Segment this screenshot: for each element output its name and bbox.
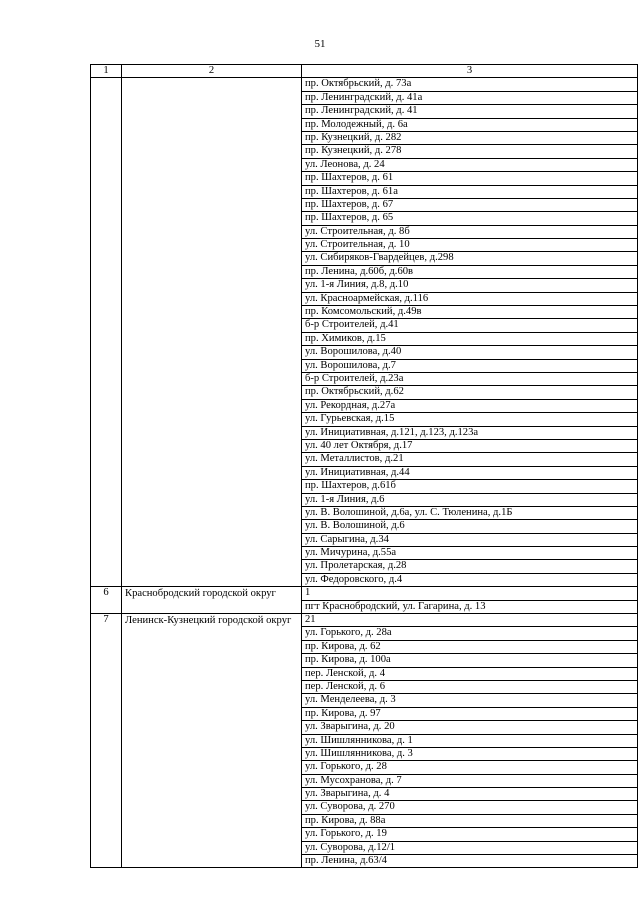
address-cell: ул. Мичурина, д.55а [302, 547, 638, 560]
address-table [90, 64, 638, 868]
address-cell: пр. Комсомольский, д.49в [302, 306, 638, 319]
municipality-name [122, 78, 302, 587]
address-cell: ул. Рекордная, д.27а [302, 399, 638, 412]
address-cell: ул. Инициативная, д.121, д.123, д.123а [302, 426, 638, 439]
address-cell: ул. Горького, д. 28 [302, 761, 638, 774]
address-cell: ул. Строительная, д. 8б [302, 225, 638, 238]
address-cell: 21 [302, 614, 638, 627]
address-cell: ул. В. Волошиной, д.6а, ул. С. Тюленина, д.1Б [302, 506, 638, 519]
address-cell: пр. Химиков, д.15 [302, 332, 638, 345]
address-cell: пр. Октябрьский, д.62 [302, 386, 638, 399]
address-cell: пр. Кирова, д. 62 [302, 640, 638, 653]
page-number: 51 [314, 38, 326, 50]
table-row [91, 587, 638, 600]
address-cell: ул. Строительная, д. 10 [302, 239, 638, 252]
table-row [91, 78, 638, 91]
address-cell: пр. Шахтеров, д. 65 [302, 212, 638, 225]
address-cell: ул. Горького, д. 28а [302, 627, 638, 640]
address-cell: ул. Металлистов, д.21 [302, 453, 638, 466]
address-cell: пр. Шахтеров, д. 61а [302, 185, 638, 198]
address-cell: пр. Ленина, д.63/4 [302, 855, 638, 868]
address-cell: ул. 40 лет Октября, д.17 [302, 439, 638, 452]
address-cell: пр. Кирова, д. 97 [302, 707, 638, 720]
address-cell: ул. Зварыгина, д. 4 [302, 788, 638, 801]
address-cell: пр. Шахтеров, д. 61 [302, 172, 638, 185]
table-row [91, 614, 638, 627]
municipality-name: Ленинск-Кузнецкий городской округ [122, 614, 302, 868]
municipality-name: Краснобродский городской округ [122, 587, 302, 614]
address-cell: пр. Кирова, д. 100а [302, 654, 638, 667]
address-cell: ул. Сарыгина, д.34 [302, 533, 638, 546]
address-cell: ул. 1-я Линия, д.6 [302, 493, 638, 506]
column-header-addresses: 3 [302, 65, 638, 78]
address-cell: ул. Федоровского, д.4 [302, 573, 638, 586]
address-cell: ул. 1-я Линия, д.8, д.10 [302, 279, 638, 292]
address-cell: ул. В. Волошиной, д.6 [302, 520, 638, 533]
column-header-number: 1 [91, 65, 122, 78]
address-cell: ул. Суворова, д.12/1 [302, 841, 638, 854]
address-cell: пгт Краснобродский, ул. Гагарина, д. 13 [302, 600, 638, 613]
address-cell: пр. Ленина, д.60б, д.60в [302, 265, 638, 278]
address-cell: ул. Зварыгина, д. 20 [302, 721, 638, 734]
address-cell: пр. Кузнецкий, д. 282 [302, 131, 638, 144]
address-cell: пр. Кирова, д. 88а [302, 814, 638, 827]
address-cell: пр. Шахтеров, д. 67 [302, 198, 638, 211]
header-row [91, 65, 638, 78]
address-cell: пер. Ленской, д. 4 [302, 667, 638, 680]
address-cell: ул. Гурьевская, д.15 [302, 413, 638, 426]
group-number: 7 [91, 614, 122, 868]
address-cell: б-р Строителей, д.41 [302, 319, 638, 332]
address-cell: ул. Ворошилова, д.7 [302, 359, 638, 372]
address-cell: 1 [302, 587, 638, 600]
address-cell: ул. Красноармейская, д.116 [302, 292, 638, 305]
address-cell: ул. Мусохранова, д. 7 [302, 774, 638, 787]
address-cell: пр. Октябрьский, д. 73а [302, 78, 638, 91]
address-cell: ул. Суворова, д. 270 [302, 801, 638, 814]
address-cell: ул. Инициативная, д.44 [302, 466, 638, 479]
address-cell: ул. Шишлянникова, д. 1 [302, 734, 638, 747]
address-cell: ул. Пролетарская, д.28 [302, 560, 638, 573]
address-cell: ул. Леонова, д. 24 [302, 158, 638, 171]
group-number: 6 [91, 587, 122, 614]
address-cell: пр. Шахтеров, д.61б [302, 480, 638, 493]
address-cell: ул. Менделеева, д. 3 [302, 694, 638, 707]
address-cell: пр. Кузнецкий, д. 278 [302, 145, 638, 158]
address-cell: пр. Ленинградский, д. 41а [302, 91, 638, 104]
address-cell: б-р Строителей, д.23а [302, 372, 638, 385]
address-cell: пер. Ленской, д. 6 [302, 680, 638, 693]
table-body [91, 78, 638, 868]
address-cell: пр. Молодежный, д. 6а [302, 118, 638, 131]
address-cell: ул. Шишлянникова, д. 3 [302, 747, 638, 760]
group-number [91, 78, 122, 587]
column-header-municipality: 2 [122, 65, 302, 78]
address-cell: ул. Сибиряков-Гвардейцев, д.298 [302, 252, 638, 265]
address-cell: ул. Ворошилова, д.40 [302, 346, 638, 359]
address-cell: ул. Горького, д. 19 [302, 828, 638, 841]
address-cell: пр. Ленинградский, д. 41 [302, 105, 638, 118]
